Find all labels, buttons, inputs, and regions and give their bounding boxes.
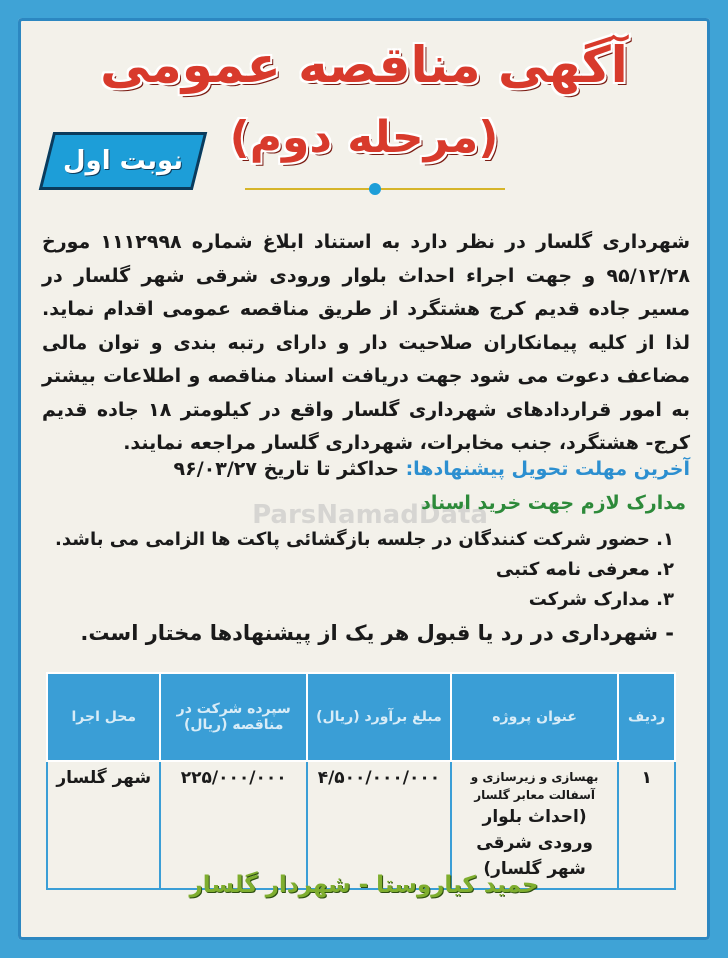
cell-project-title <box>451 761 618 889</box>
watermark: ParsNamadData <box>252 500 488 530</box>
documents-list <box>42 525 686 651</box>
divider-dot <box>369 183 381 195</box>
project-title-main: (احداث بلوار ورودی شرقی شهر گلسار) <box>476 807 593 879</box>
deadline-label: آخرین مهلت تحویل پیشنهادها: <box>405 458 690 480</box>
notice-subtitle: (مرحله دوم) <box>229 112 499 163</box>
notice-title: آگهی مناقصه عمومی <box>100 36 628 94</box>
tender-table <box>46 672 676 890</box>
round-badge-label: نوبت اول <box>62 146 184 176</box>
list-item: ۱. حضور شرکت کنندگان در جلسه بازگشائی پاکت ها الزامی می باشد. <box>55 529 674 550</box>
notice-paragraph: شهرداری گلسار در نظر دارد به استناد ابلاغ شماره ۱۱۱۲۹۹۸ مورخ ۹۵/۱۲/۲۸ و جهت اجراء احداث بلوار ورودی شرقی شهر گلسار در مسیر جاده قدیم کرج هشتگرد از طریق مناقصه عمومی اقدام نماید. لذا از کلیه پیمانکاران صلاحیت دار و دارای رتبه بندی و توان مالی مضاعف دعوت می شود جهت دریافت اسناد مناقصه و اطلاعات بیشتر به امور قراردادهای شهرداری گلسار واقع در کیلومتر ۱۸ جاده قدیم کرج- هشتگرد، جنب مخابرات، شهرداری گلسار مراجعه نمایند. <box>42 231 691 454</box>
header-row-number: ردیف <box>618 673 675 761</box>
list-item: ۳. مدارک شرکت <box>528 589 674 610</box>
list-item: - شهرداری در رد یا قبول هر یک از پیشنهادها مختار است. <box>80 621 674 645</box>
list-item: ۲. معرفی نامه کتبی <box>495 559 674 580</box>
documents-heading: مدارک لازم جهت خرید اسناد <box>421 492 686 514</box>
table-row <box>47 761 675 889</box>
header-deposit: سپرده شرکت در مناقصه (ریال) <box>160 673 306 761</box>
deadline-line <box>42 458 690 480</box>
cell-location: شهر گلسار <box>47 761 160 889</box>
project-title-small: بهسازی و زیرسازی و آسفالت معابر گلسار <box>470 770 599 802</box>
round-badge <box>39 132 207 190</box>
header-estimate: مبلغ برآورد (ریال) <box>307 673 451 761</box>
signature-footer: حمید کیاروستا - شهردار گلسار <box>189 872 539 898</box>
cell-row-number: ۱ <box>618 761 675 889</box>
table-header-row <box>47 673 675 761</box>
deadline-value: حداکثر تا تاریخ ۹۶/۰۳/۲۷ <box>173 458 399 480</box>
cell-deposit: ۲۲۵/۰۰۰/۰۰۰ <box>160 761 306 889</box>
header-project-title: عنوان پروژه <box>451 673 618 761</box>
header-location: محل اجرا <box>47 673 160 761</box>
cell-estimate: ۴/۵۰۰/۰۰۰/۰۰۰ <box>307 761 451 889</box>
